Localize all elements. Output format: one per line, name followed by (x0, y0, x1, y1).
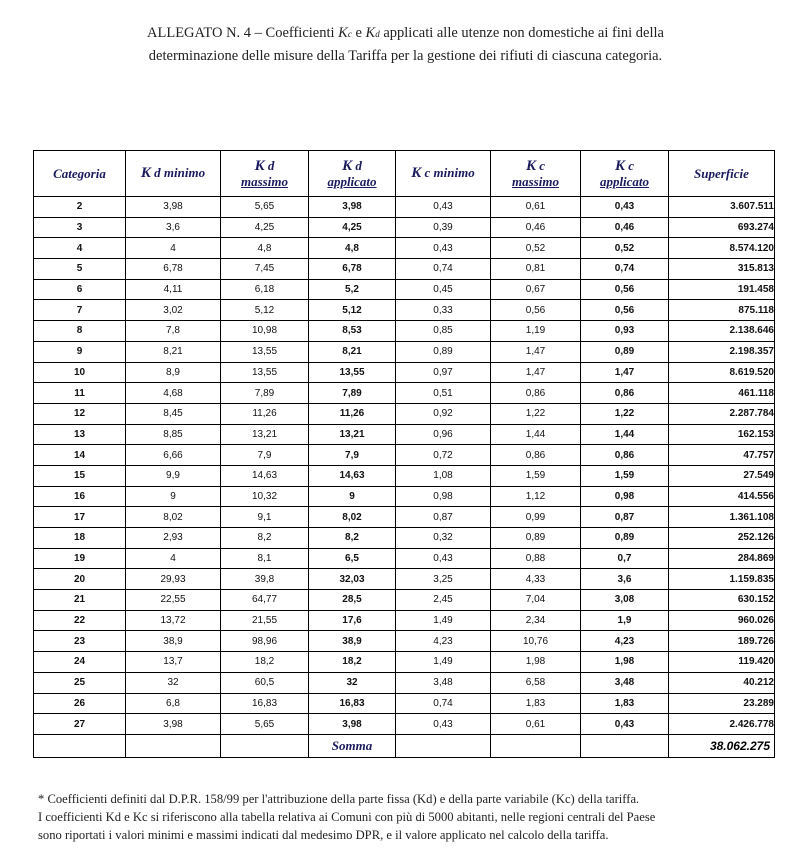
cell-kc-minimo: 0,89 (396, 341, 491, 362)
header-kc-min-rest: c minimo (424, 165, 475, 180)
cell-kc-applicato: 0,46 (581, 217, 669, 238)
cell-kd-applicato: 7,9 (309, 445, 396, 466)
cell-kc-minimo: 0,96 (396, 424, 491, 445)
sum-empty-cell (126, 734, 221, 757)
cell-kd-massimo: 21,55 (221, 610, 309, 631)
cell-kd-applicato: 17,6 (309, 610, 396, 631)
table-row (34, 652, 775, 673)
title-line-2: determinazione delle misure della Tariffa per la gestione dei rifiuti di ciascuna categoria. (148, 48, 663, 64)
cell-kc-minimo: 1,08 (396, 465, 491, 486)
cell-kc-massimo: 1,98 (491, 652, 581, 673)
cell-kd-massimo: 5,12 (221, 300, 309, 321)
cell-superficie: 284.869 (669, 548, 775, 569)
cell-kc-minimo: 0,98 (396, 486, 491, 507)
table-row (34, 300, 775, 321)
cell-categoria: 25 (34, 672, 126, 693)
sum-row (34, 734, 775, 757)
cell-kd-applicato: 3,98 (309, 714, 396, 735)
cell-kc-applicato: 1,9 (581, 610, 669, 631)
cell-kd-minimo: 13,7 (126, 652, 221, 673)
document-title (40, 22, 771, 67)
cell-kc-massimo: 6,58 (491, 672, 581, 693)
sum-empty-cell (581, 734, 669, 757)
table-row (34, 569, 775, 590)
cell-kc-massimo: 0,88 (491, 548, 581, 569)
title-text-b: applicati alle utenze non domestiche ai fini della (379, 25, 664, 41)
cell-categoria: 24 (34, 652, 126, 673)
header-kd-app-k: K (342, 157, 353, 174)
header-kd-min-rest: d minimo (154, 165, 206, 180)
cell-superficie: 191.458 (669, 279, 775, 300)
cell-superficie: 40.212 (669, 672, 775, 693)
cell-kd-minimo: 38,9 (126, 631, 221, 652)
cell-kc-minimo: 4,23 (396, 631, 491, 652)
cell-kc-massimo: 0,46 (491, 217, 581, 238)
cell-kd-massimo: 5,65 (221, 197, 309, 218)
kd-k: K (365, 25, 376, 41)
table-row (34, 693, 775, 714)
cell-kd-massimo: 6,18 (221, 279, 309, 300)
table-body (34, 197, 775, 735)
cell-kc-minimo: 0,92 (396, 403, 491, 424)
table-row (34, 383, 775, 404)
cell-kd-massimo: 11,26 (221, 403, 309, 424)
cell-kc-massimo: 0,99 (491, 507, 581, 528)
footnote-line-2: I coefficienti Kd e Kc si riferiscono alla tabella relativa ai Comuni con più di 5000 abitanti, nelle regioni centrali del Paese (38, 810, 656, 824)
cell-kc-applicato: 0,43 (581, 714, 669, 735)
cell-superficie: 315.813 (669, 259, 775, 280)
cell-kd-applicato: 6,5 (309, 548, 396, 569)
cell-superficie: 2.426.778 (669, 714, 775, 735)
cell-kd-massimo: 7,45 (221, 259, 309, 280)
cell-superficie: 47.757 (669, 445, 775, 466)
cell-kd-minimo: 3,98 (126, 197, 221, 218)
cell-kd-applicato: 4,8 (309, 238, 396, 259)
cell-kd-applicato: 32,03 (309, 569, 396, 590)
cell-kd-applicato: 32 (309, 672, 396, 693)
cell-kd-minimo: 13,72 (126, 610, 221, 631)
cell-categoria: 13 (34, 424, 126, 445)
cell-kc-minimo: 0,43 (396, 238, 491, 259)
cell-kc-massimo: 0,61 (491, 714, 581, 735)
cell-kc-applicato: 1,44 (581, 424, 669, 445)
header-kc-max-line2: massimo (512, 173, 559, 189)
cell-kd-minimo: 8,21 (126, 341, 221, 362)
cell-kc-minimo: 0,45 (396, 279, 491, 300)
kd-sub: d (375, 29, 380, 39)
cell-superficie: 1.159.835 (669, 569, 775, 590)
cell-kc-massimo: 0,56 (491, 300, 581, 321)
cell-kc-massimo: 0,86 (491, 445, 581, 466)
cell-kd-massimo: 4,8 (221, 238, 309, 259)
cell-kd-minimo: 6,66 (126, 445, 221, 466)
cell-kd-minimo: 4 (126, 548, 221, 569)
cell-categoria: 23 (34, 631, 126, 652)
cell-superficie: 630.152 (669, 590, 775, 611)
cell-kd-applicato: 6,78 (309, 259, 396, 280)
cell-kd-massimo: 9,1 (221, 507, 309, 528)
cell-kd-minimo: 9,9 (126, 465, 221, 486)
header-kc-min-k: K (411, 165, 422, 181)
cell-kc-massimo: 2,34 (491, 610, 581, 631)
cell-categoria: 12 (34, 403, 126, 424)
cell-kc-applicato: 0,52 (581, 238, 669, 259)
cell-kd-applicato: 18,2 (309, 652, 396, 673)
cell-kd-minimo: 9 (126, 486, 221, 507)
cell-kc-applicato: 0,87 (581, 507, 669, 528)
cell-kd-applicato: 13,21 (309, 424, 396, 445)
cell-kd-massimo: 16,83 (221, 693, 309, 714)
cell-kd-applicato: 9 (309, 486, 396, 507)
cell-kd-applicato: 4,25 (309, 217, 396, 238)
cell-kd-massimo: 8,2 (221, 528, 309, 549)
footnote (38, 790, 788, 844)
cell-kc-minimo: 1,49 (396, 610, 491, 631)
cell-categoria: 19 (34, 548, 126, 569)
sum-label: Somma (309, 734, 396, 757)
cell-kd-applicato: 38,9 (309, 631, 396, 652)
cell-superficie: 960.026 (669, 610, 775, 631)
cell-categoria: 17 (34, 507, 126, 528)
header-kd-app-line2: applicato (327, 173, 377, 189)
cell-kc-massimo: 1,44 (491, 424, 581, 445)
cell-kc-applicato: 0,86 (581, 445, 669, 466)
cell-kd-applicato: 8,02 (309, 507, 396, 528)
cell-superficie: 23.289 (669, 693, 775, 714)
cell-kc-minimo: 0,43 (396, 548, 491, 569)
table-row (34, 486, 775, 507)
cell-kd-minimo: 4,68 (126, 383, 221, 404)
header-kc-max-line1 (491, 158, 580, 174)
cell-kc-massimo: 1,59 (491, 465, 581, 486)
kc-k: K (338, 25, 348, 41)
sum-empty-cell (221, 734, 309, 757)
cell-categoria: 16 (34, 486, 126, 507)
cell-kd-minimo: 32 (126, 672, 221, 693)
cell-kd-massimo: 8,1 (221, 548, 309, 569)
cell-categoria: 6 (34, 279, 126, 300)
cell-kc-applicato: 0,93 (581, 321, 669, 342)
cell-kc-applicato: 0,89 (581, 341, 669, 362)
cell-kc-applicato: 3,6 (581, 569, 669, 590)
cell-kd-applicato: 28,5 (309, 590, 396, 611)
cell-categoria: 26 (34, 693, 126, 714)
cell-kd-massimo: 13,55 (221, 341, 309, 362)
cell-kd-massimo: 4,25 (221, 217, 309, 238)
cell-categoria: 3 (34, 217, 126, 238)
cell-kd-applicato: 8,21 (309, 341, 396, 362)
sum-empty-cell (34, 734, 126, 757)
coefficients-table (33, 150, 775, 758)
table-row (34, 362, 775, 383)
cell-kc-minimo: 0,39 (396, 217, 491, 238)
cell-superficie: 875.118 (669, 300, 775, 321)
cell-kc-applicato: 1,98 (581, 652, 669, 673)
table-row (34, 714, 775, 735)
kc-symbol (338, 25, 352, 41)
cell-kc-massimo: 7,04 (491, 590, 581, 611)
cell-kd-massimo: 7,9 (221, 445, 309, 466)
cell-superficie: 189.726 (669, 631, 775, 652)
cell-categoria: 27 (34, 714, 126, 735)
table-row (34, 424, 775, 445)
cell-kc-applicato: 0,89 (581, 528, 669, 549)
cell-categoria: 9 (34, 341, 126, 362)
cell-kd-massimo: 64,77 (221, 590, 309, 611)
table-row (34, 610, 775, 631)
cell-categoria: 22 (34, 610, 126, 631)
cell-categoria: 7 (34, 300, 126, 321)
cell-kc-massimo: 4,33 (491, 569, 581, 590)
cell-kc-minimo: 0,74 (396, 259, 491, 280)
cell-kc-minimo: 0,97 (396, 362, 491, 383)
cell-kd-minimo: 2,93 (126, 528, 221, 549)
cell-kd-applicato: 14,63 (309, 465, 396, 486)
cell-kd-applicato: 3,98 (309, 197, 396, 218)
cell-categoria: 4 (34, 238, 126, 259)
header-kc-app-sub: c (628, 157, 635, 173)
cell-kd-minimo: 8,02 (126, 507, 221, 528)
cell-kd-massimo: 39,8 (221, 569, 309, 590)
cell-superficie: 8.574.120 (669, 238, 775, 259)
cell-kd-massimo: 60,5 (221, 672, 309, 693)
cell-kc-applicato: 0,7 (581, 548, 669, 569)
table-header-row (34, 151, 775, 197)
cell-kc-massimo: 1,19 (491, 321, 581, 342)
cell-kd-minimo: 3,98 (126, 714, 221, 735)
cell-kc-minimo: 0,32 (396, 528, 491, 549)
cell-kc-applicato: 0,43 (581, 197, 669, 218)
cell-kc-applicato: 4,23 (581, 631, 669, 652)
cell-superficie: 8.619.520 (669, 362, 775, 383)
cell-kc-minimo: 0,33 (396, 300, 491, 321)
cell-kd-massimo: 18,2 (221, 652, 309, 673)
footnote-line-3: sono riportati i valori minimi e massimi indicati dal medesimo DPR, e il valore applicato nel calcolo della tariffa. (38, 828, 609, 842)
cell-categoria: 21 (34, 590, 126, 611)
cell-superficie: 252.126 (669, 528, 775, 549)
cell-kd-applicato: 7,89 (309, 383, 396, 404)
cell-kc-applicato: 0,56 (581, 279, 669, 300)
table-row (34, 631, 775, 652)
cell-kd-massimo: 14,63 (221, 465, 309, 486)
header-kd-min-k: K (140, 165, 151, 181)
cell-kc-minimo: 0,85 (396, 321, 491, 342)
cell-kc-applicato: 1,47 (581, 362, 669, 383)
cell-kc-minimo: 2,45 (396, 590, 491, 611)
kd-symbol (366, 25, 380, 41)
table-row (34, 217, 775, 238)
cell-kc-massimo: 1,47 (491, 341, 581, 362)
header-kc-applicato (581, 151, 669, 197)
title-text-mid: e (351, 25, 366, 41)
table-row (34, 528, 775, 549)
cell-kd-applicato: 11,26 (309, 403, 396, 424)
header-kd-max-line1 (221, 158, 308, 174)
cell-kc-minimo: 1,49 (396, 652, 491, 673)
cell-superficie: 2.138.646 (669, 321, 775, 342)
cell-kd-minimo: 4,11 (126, 279, 221, 300)
table-row (34, 403, 775, 424)
cell-kc-massimo: 1,12 (491, 486, 581, 507)
title-text-a: ALLEGATO N. 4 – Coefficienti (147, 25, 339, 41)
cell-kc-massimo: 1,47 (491, 362, 581, 383)
cell-kd-applicato: 8,53 (309, 321, 396, 342)
cell-kd-massimo: 10,32 (221, 486, 309, 507)
table-row (34, 445, 775, 466)
cell-kc-massimo: 10,76 (491, 631, 581, 652)
table-row (34, 590, 775, 611)
header-kd-app-sub: d (355, 157, 362, 173)
table-row (34, 672, 775, 693)
cell-kd-massimo: 10,98 (221, 321, 309, 342)
cell-categoria: 11 (34, 383, 126, 404)
header-kd-minimo (126, 151, 221, 197)
cell-superficie: 27.549 (669, 465, 775, 486)
cell-kc-minimo: 3,48 (396, 672, 491, 693)
cell-kd-applicato: 8,2 (309, 528, 396, 549)
cell-categoria: 20 (34, 569, 126, 590)
cell-kc-minimo: 0,87 (396, 507, 491, 528)
cell-kd-massimo: 13,21 (221, 424, 309, 445)
header-kc-max-sub: c (539, 157, 546, 173)
header-kc-app-line2: applicato (599, 173, 650, 189)
header-superficie: Superficie (669, 151, 775, 197)
cell-kd-applicato: 5,12 (309, 300, 396, 321)
cell-categoria: 10 (34, 362, 126, 383)
cell-superficie: 461.118 (669, 383, 775, 404)
cell-categoria: 8 (34, 321, 126, 342)
table-row (34, 341, 775, 362)
cell-kc-minimo: 0,74 (396, 693, 491, 714)
cell-kd-applicato: 13,55 (309, 362, 396, 383)
cell-categoria: 2 (34, 197, 126, 218)
cell-kc-applicato: 0,74 (581, 259, 669, 280)
cell-kd-minimo: 4 (126, 238, 221, 259)
table-row (34, 321, 775, 342)
cell-kc-massimo: 0,61 (491, 197, 581, 218)
cell-kc-applicato: 0,86 (581, 383, 669, 404)
cell-kc-applicato: 0,56 (581, 300, 669, 321)
table-row (34, 548, 775, 569)
cell-kd-minimo: 6,78 (126, 259, 221, 280)
table-row (34, 238, 775, 259)
header-categoria: Categoria (34, 151, 126, 197)
footnote-line-1: * Coefficienti definiti dal D.P.R. 158/99 per l'attribuzione della parte fissa (Kd) e della parte variabile (Kc) della tariffa. (38, 792, 640, 806)
cell-kd-minimo: 22,55 (126, 590, 221, 611)
cell-superficie: 3.607.511 (669, 197, 775, 218)
cell-categoria: 5 (34, 259, 126, 280)
header-kd-max-sub: d (267, 157, 275, 173)
header-kd-massimo (221, 151, 309, 197)
cell-superficie: 162.153 (669, 424, 775, 445)
header-kc-app-line1 (581, 158, 668, 174)
cell-kc-massimo: 0,52 (491, 238, 581, 259)
header-kc-max-k: K (525, 157, 536, 174)
cell-categoria: 15 (34, 465, 126, 486)
cell-kc-applicato: 3,48 (581, 672, 669, 693)
cell-kd-applicato: 5,2 (309, 279, 396, 300)
cell-superficie: 414.556 (669, 486, 775, 507)
cell-kd-minimo: 7,8 (126, 321, 221, 342)
cell-kc-applicato: 1,83 (581, 693, 669, 714)
header-kd-max-line2: massimo (241, 173, 288, 189)
cell-kc-applicato: 0,98 (581, 486, 669, 507)
header-kd-app-line1 (309, 158, 395, 174)
cell-kc-minimo: 0,43 (396, 714, 491, 735)
kc-sub: c (347, 29, 352, 39)
cell-superficie: 2.198.357 (669, 341, 775, 362)
table-row (34, 197, 775, 218)
table-row (34, 507, 775, 528)
cell-kd-minimo: 3,02 (126, 300, 221, 321)
cell-kd-applicato: 16,83 (309, 693, 396, 714)
cell-kc-applicato: 1,59 (581, 465, 669, 486)
cell-kd-minimo: 8,45 (126, 403, 221, 424)
header-kc-minimo (396, 151, 491, 197)
header-kc-massimo (491, 151, 581, 197)
cell-superficie: 119.420 (669, 652, 775, 673)
table-row (34, 259, 775, 280)
cell-kc-massimo: 0,67 (491, 279, 581, 300)
cell-kc-massimo: 0,89 (491, 528, 581, 549)
cell-kc-massimo: 0,81 (491, 259, 581, 280)
cell-kc-massimo: 1,83 (491, 693, 581, 714)
cell-kd-minimo: 6,8 (126, 693, 221, 714)
header-kc-app-k: K (614, 157, 625, 174)
sum-empty-cell (491, 734, 581, 757)
header-kd-applicato (309, 151, 396, 197)
cell-kc-applicato: 1,22 (581, 403, 669, 424)
cell-categoria: 18 (34, 528, 126, 549)
cell-kd-minimo: 3,6 (126, 217, 221, 238)
cell-kc-massimo: 1,22 (491, 403, 581, 424)
sum-total: 38.062.275 (669, 734, 775, 757)
cell-kd-minimo: 8,9 (126, 362, 221, 383)
cell-superficie: 1.361.108 (669, 507, 775, 528)
header-kd-max-k: K (254, 157, 265, 174)
cell-superficie: 2.287.784 (669, 403, 775, 424)
title-line-1 (40, 22, 771, 45)
cell-kc-minimo: 0,72 (396, 445, 491, 466)
cell-kd-massimo: 7,89 (221, 383, 309, 404)
cell-kd-massimo: 5,65 (221, 714, 309, 735)
cell-kc-minimo: 3,25 (396, 569, 491, 590)
cell-kd-massimo: 98,96 (221, 631, 309, 652)
sum-empty-cell (396, 734, 491, 757)
cell-kc-minimo: 0,43 (396, 197, 491, 218)
table-row (34, 465, 775, 486)
cell-categoria: 14 (34, 445, 126, 466)
cell-kd-massimo: 13,55 (221, 362, 309, 383)
cell-kc-minimo: 0,51 (396, 383, 491, 404)
table-row (34, 279, 775, 300)
cell-kc-applicato: 3,08 (581, 590, 669, 611)
cell-kd-minimo: 8,85 (126, 424, 221, 445)
cell-superficie: 693.274 (669, 217, 775, 238)
cell-kc-massimo: 0,86 (491, 383, 581, 404)
cell-kd-minimo: 29,93 (126, 569, 221, 590)
